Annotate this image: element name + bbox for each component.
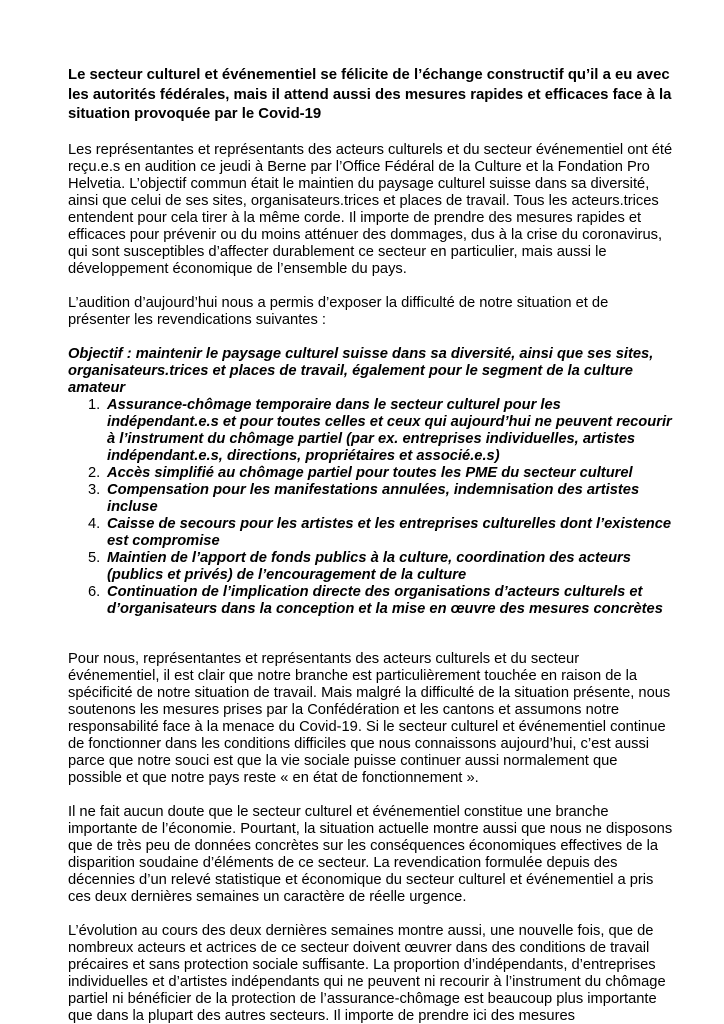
- list-item-text: Assurance-chômage temporaire dans le secteur culturel pour les indépendant.e.s et pour toutes celles et ceux qui aujourd’hui ne peuvent recourir à l’instrument du chômage partiel (par ex. entreprises individuelles, artistes indépendant.e.s, directions, propriétaires et associé.e.s): [107, 396, 672, 464]
- paragraph-intro: Les représentantes et représentants des acteurs culturels et du secteur événementiel ont été reçu.e.s en audition ce jeudi à Berne par l’Office Fédéral de la Culture et la Fondation Pro Helvetia. L’objectif commun était le maintien du paysage culturel suisse dans sa diversité, ainsi que celui de ses sites, organisateurs.trices et places de travail. Tous les acteurs.trices entendent pour cela tirer à la même corde. Il importe de prendre des mesures rapides et efficaces pour prévenir ou du moins atténuer des dommages, dus à la crise du coronavirus, qui sont susceptibles d’affecter durablement ce secteur en particulier, mais aussi le développement économique de l’ensemble du pays.: [68, 141, 673, 277]
- paragraph-economie: Il ne fait aucun doute que le secteur culturel et événementiel constitue une branche importante de l’économie. Pourtant, la situation actuelle montre aussi que nous ne disposons que de très peu de données concrètes sur les conséquences économiques effectives de la disparition soudaine d’éléments de ce secteur. La revendication formulée depuis des décennies d’un relevé statistique et économique du secteur culturel et événementiel a pris ces deux dernières semaines un caractère de réelle urgence.: [68, 803, 673, 905]
- document-title: Le secteur culturel et événementiel se félicite de l’échange constructif qu’il a eu avec les autorités fédérales, mais il attend aussi des mesures rapides et efficaces face à la situation provoquée par le Covid-19: [68, 67, 672, 122]
- list-item-text: Maintien de l’apport de fonds publics à la culture, coordination des acteurs (publics et privés) de l’encouragement de la culture: [107, 549, 631, 583]
- list-item-number: 2.: [88, 464, 101, 481]
- list-item: [68, 516, 674, 550]
- list-item: [68, 584, 674, 618]
- list-item: [68, 482, 674, 516]
- list-item-number: 5.: [88, 549, 101, 566]
- list-item-number: 4.: [88, 515, 101, 532]
- list-item-text: Accès simplifié au chômage partiel pour toutes les PME du secteur culturel: [107, 464, 633, 481]
- list-item: [68, 465, 674, 482]
- paragraph-evolution: L’évolution au cours des deux dernières semaines montre aussi, une nouvelle fois, que de nombreux acteurs et actrices de ce secteur doivent œuvrer dans des conditions de travail précaires et sans protection sociale suffisante. La proportion d’indépendants, d’entreprises individuelles et d’artistes indépendants qui ne peuvent ni recourir à l’instrument du chômage partiel ni bénéficier de la protection de l’assurance-chômage est beaucoup plus importante que dans la plupart des autres secteurs. Il importe de prendre ici des mesures: [68, 922, 666, 1024]
- list-item-text: Caisse de secours pour les artistes et les entreprises culturelles dont l’existence est compromise: [107, 515, 672, 549]
- list-item-number: 3.: [88, 481, 101, 498]
- list-item-number: 6.: [88, 583, 101, 600]
- list-item-number: 1.: [88, 396, 101, 413]
- revendications-list: [68, 397, 674, 618]
- list-item: [68, 550, 674, 584]
- paragraph-audition: L’audition d’aujourd’hui nous a permis d’exposer la difficulté de notre situation et de présenter les revendications suivantes :: [68, 294, 609, 328]
- list-item: [68, 397, 674, 465]
- paragraph-pour-nous: Pour nous, représentantes et représentants des acteurs culturels et du secteur événementiel, il est clair que notre branche est particulièrement touchée en raison de la spécificité de notre situation de travail. Mais malgré la difficulté de la situation présente, nous soutenons les mesures prises par la Confédération et les cantons et assumons notre responsabilité face à la menace du Covid-19. Si le secteur culturel et événementiel continue de fonctionner dans les conditions difficiles que nous connaissons aujourd’hui, c’est aussi parce que notre souci est que la vie sociale puisse continuer aussi normalement que possible et que notre pays reste « en état de fonctionnement ».: [68, 650, 671, 786]
- list-item-text: Compensation pour les manifestations annulées, indemnisation des artistes incluse: [107, 481, 640, 515]
- paragraph-objectif: Objectif : maintenir le paysage culturel suisse dans sa diversité, ainsi que ses sites, organisateurs.trices et places de travail, également pour le segment de la culture amateur: [68, 345, 654, 396]
- list-item-text: Continuation de l’implication directe des organisations d’acteurs culturels et d’organisateurs dans la conception et la mise en œuvre des mesures concrètes: [107, 583, 663, 617]
